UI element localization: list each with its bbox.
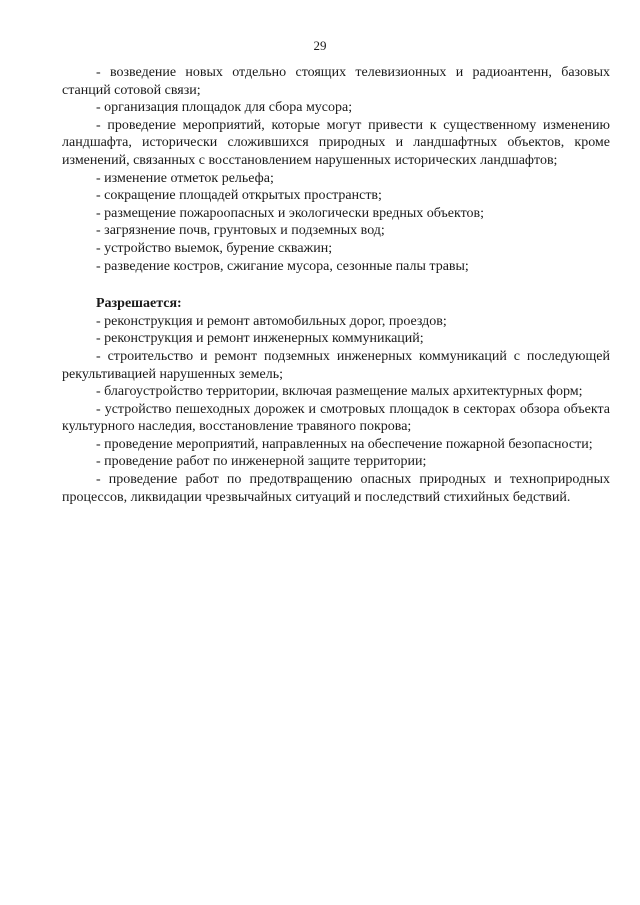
allowed-item: - устройство пешеходных дорожек и смотровых площадок в секторах обзора объекта культурного наследия, восстановление травяного покрова; [62, 401, 610, 435]
prohibited-item: - организация площадок для сбора мусора; [96, 100, 353, 116]
prohibited-item: - устройство выемок, бурение скважин; [96, 240, 333, 256]
prohibited-item: - загрязнение почв, грунтовых и подземных вод; [96, 223, 385, 239]
prohibited-item: - разведение костров, сжигание мусора, сезонные палы травы; [96, 258, 469, 274]
prohibited-item: - размещение пожароопасных и экологически вредных объектов; [96, 205, 485, 221]
allowed-item: - строительство и ремонт подземных инженерных коммуникаций с последующей рекультивацией нарушенных земель; [62, 348, 610, 382]
prohibited-item: - проведение мероприятий, которые могут привести к существенному изменению ландшафта, исторически сложившихся природных и ландшафтных объектов, кроме изменений, связанных с восстановлением нарушенных исторических ландшафтов; [62, 117, 610, 168]
allowed-item: - проведение мероприятий, направленных на обеспечение пожарной безопасности; [96, 436, 593, 452]
allowed-item: - благоустройство территории, включая размещение малых архитектурных форм; [96, 384, 583, 400]
allowed-item: - реконструкция и ремонт инженерных коммуникаций; [96, 331, 424, 347]
allowed-item: - проведение работ по предотвращению опасных природных и технoприродных процессов, ликвидации чрезвычайных ситуаций и последствий стихийных бедствий. [62, 472, 610, 505]
prohibited-item: - изменение отметок рельефа; [96, 170, 274, 186]
document-body [62, 64, 610, 506]
prohibited-item: - сокращение площадей открытых пространств; [96, 188, 382, 204]
section-spacer [62, 275, 610, 295]
allowed-item: - проведение работ по инженерной защите территории; [96, 454, 427, 470]
prohibited-item: - возведение новых отдельно стоящих телевизионных и радиоантенн, базовых станций сотовой связи; [62, 65, 610, 98]
page-number: 29 [313, 38, 327, 53]
allowed-item: - реконструкция и ремонт автомобильных дорог, проездов; [96, 313, 447, 329]
allowed-heading: Разрешается: [96, 296, 182, 312]
